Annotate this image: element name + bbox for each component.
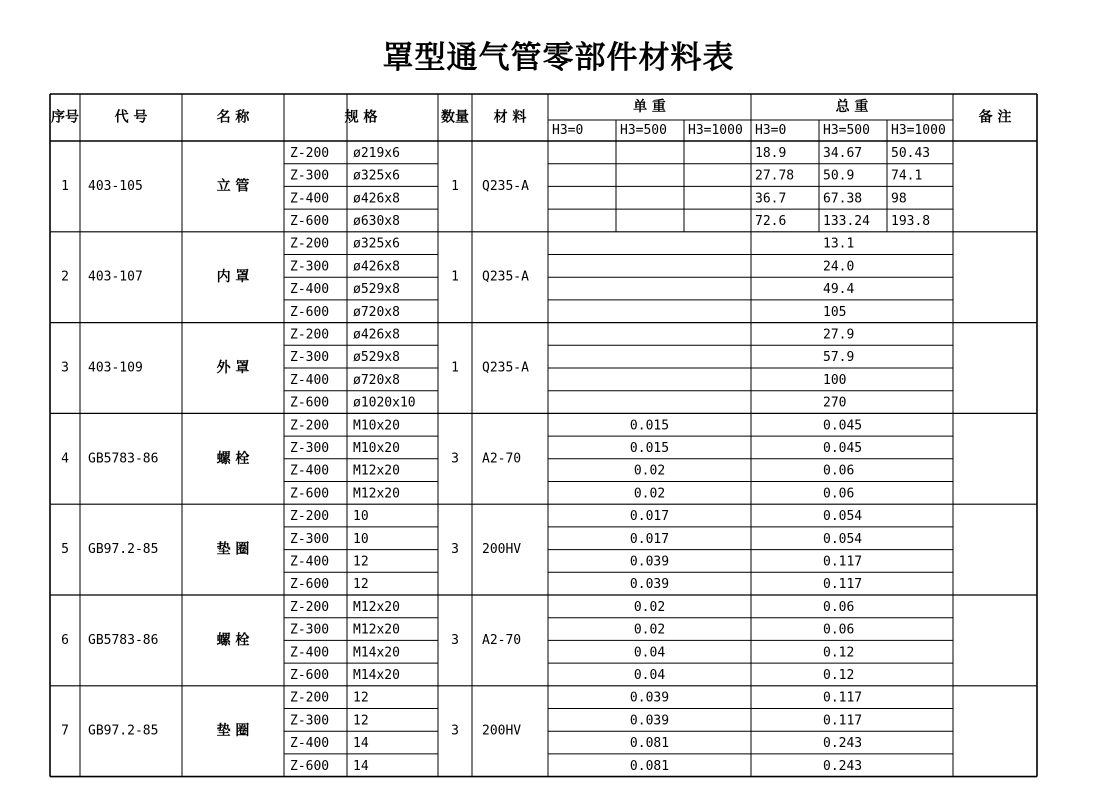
row-name: 垫 圈 (216, 723, 250, 740)
spec-model: Z-200 (290, 327, 330, 343)
spec-model: Z-200 (290, 690, 330, 706)
row-seq: 1 (61, 178, 69, 194)
unit-weight-value: 0.02 (633, 463, 666, 479)
header-h3-1000: H3=1000 (688, 123, 743, 138)
header-h3-1000: H3=1000 (891, 123, 946, 138)
spec-model: Z-600 (290, 213, 330, 229)
row-name: 螺 栓 (216, 632, 250, 649)
spec-model: Z-400 (290, 191, 330, 207)
total-weight-value: 0.045 (823, 440, 863, 456)
spec-size: 10 (353, 531, 369, 547)
row-material: A2-70 (482, 632, 522, 648)
spec-size: ø529x8 (353, 350, 400, 366)
spec-model: Z-300 (290, 622, 330, 638)
row-seq: 2 (61, 269, 69, 285)
total-weight-value: 0.117 (823, 554, 863, 570)
row-seq: 4 (61, 451, 69, 467)
spec-size: 12 (353, 713, 369, 729)
row-seq: 5 (61, 542, 69, 558)
spec-model: Z-300 (290, 440, 330, 456)
total-weight-value: 74.1 (891, 168, 923, 184)
unit-weight-value: 0.081 (629, 736, 670, 752)
spec-model: Z-600 (290, 758, 330, 774)
total-weight-value: 0.117 (823, 690, 863, 706)
spec-model: Z-600 (290, 304, 330, 320)
total-weight-value: 27.9 (823, 327, 855, 343)
header-spec: 规 格 (344, 109, 378, 126)
total-weight-value: 72.6 (755, 213, 787, 229)
spec-size: ø529x8 (353, 282, 400, 298)
spec-model: Z-600 (290, 577, 330, 593)
total-weight-value: 36.7 (755, 191, 787, 207)
row-code: 403-105 (88, 178, 143, 194)
spec-model: Z-200 (290, 599, 330, 615)
unit-weight-value: 0.02 (633, 599, 666, 615)
spec-size: ø426x8 (353, 191, 400, 207)
row-seq: 3 (61, 360, 69, 376)
header-code: 代 号 (114, 109, 148, 126)
spec-model: Z-300 (290, 531, 330, 547)
header-h3-500: H3=500 (620, 123, 667, 138)
row-material: Q235-A (482, 178, 529, 194)
header-unit-weight: 单 重 (633, 99, 666, 115)
row-qty: 1 (451, 269, 459, 285)
spec-size: M10x20 (353, 418, 400, 434)
spec-model: Z-400 (290, 282, 330, 298)
row-material: A2-70 (482, 451, 522, 467)
unit-weight-value: 0.039 (629, 690, 670, 706)
row-qty: 3 (451, 632, 459, 648)
row-name: 外 罩 (216, 360, 250, 376)
spec-model: Z-300 (290, 168, 330, 184)
spec-size: ø720x8 (353, 372, 400, 388)
total-weight-value: 50.9 (823, 168, 855, 184)
spec-model: Z-400 (290, 463, 330, 479)
spec-size: ø630x8 (353, 213, 400, 229)
total-weight-value: 49.4 (823, 282, 855, 298)
total-weight-value: 34.67 (823, 145, 863, 161)
spec-size: M14x20 (353, 667, 400, 683)
spec-size: 10 (353, 509, 369, 525)
header-remark: 备 注 (978, 109, 1012, 126)
total-weight-value: 0.06 (823, 486, 855, 502)
spec-model: Z-300 (290, 259, 330, 275)
total-weight-value: 24.0 (823, 259, 855, 275)
total-weight-value: 67.38 (823, 191, 863, 207)
row-code: GB5783-86 (88, 632, 159, 648)
header-h3-0: H3=0 (755, 123, 787, 138)
row-name: 垫 圈 (216, 541, 250, 558)
row-code: GB97.2-85 (88, 723, 159, 739)
row-qty: 1 (451, 178, 459, 194)
unit-weight-value: 0.015 (629, 418, 670, 434)
spec-size: M12x20 (353, 622, 400, 638)
total-weight-value: 0.117 (823, 713, 863, 729)
row-name: 立 管 (216, 178, 250, 195)
total-weight-value: 0.06 (823, 463, 855, 479)
row-name: 螺 栓 (216, 450, 250, 467)
spec-model: Z-400 (290, 736, 330, 752)
row-material: 200HV (482, 723, 522, 739)
spec-size: ø720x8 (353, 304, 400, 320)
spec-size: ø426x8 (353, 259, 400, 275)
page-title: 罩型通气管零部件材料表 (382, 40, 735, 76)
total-weight-value: 98 (891, 191, 907, 207)
spec-model: Z-200 (290, 509, 330, 525)
spec-size: M12x20 (353, 599, 400, 615)
total-weight-value: 57.9 (823, 350, 855, 366)
spec-model: Z-300 (290, 713, 330, 729)
spec-model: Z-400 (290, 645, 330, 661)
unit-weight-value: 0.017 (629, 531, 670, 547)
spec-size: 12 (353, 554, 369, 570)
spec-size: 12 (353, 577, 369, 593)
total-weight-value: 193.8 (891, 213, 931, 229)
unit-weight-value: 0.039 (629, 554, 670, 570)
spec-model: Z-400 (290, 372, 330, 388)
total-weight-value: 0.06 (823, 622, 855, 638)
spec-model: Z-200 (290, 236, 330, 252)
spec-size: 14 (353, 736, 369, 752)
spec-model: Z-600 (290, 395, 330, 411)
total-weight-value: 105 (823, 304, 847, 320)
row-qty: 1 (451, 360, 459, 376)
row-material: Q235-A (482, 360, 529, 376)
spec-size: M14x20 (353, 645, 400, 661)
unit-weight-value: 0.017 (629, 509, 670, 525)
header-h3-500: H3=500 (823, 123, 870, 138)
total-weight-value: 27.78 (755, 168, 795, 184)
unit-weight-value: 0.02 (633, 486, 666, 502)
total-weight-value: 50.43 (891, 145, 931, 161)
row-qty: 3 (451, 451, 459, 467)
row-seq: 7 (61, 723, 69, 739)
spec-model: Z-600 (290, 667, 330, 683)
total-weight-value: 0.06 (823, 599, 855, 615)
spec-size: 14 (353, 758, 369, 774)
row-code: GB97.2-85 (88, 542, 159, 558)
header-qty: 数量 (441, 109, 469, 126)
total-weight-value: 13.1 (823, 236, 855, 252)
spec-model: Z-600 (290, 486, 330, 502)
spec-size: ø219x6 (353, 145, 400, 161)
header-seq: 序号 (51, 109, 79, 126)
total-weight-value: 0.243 (823, 736, 863, 752)
header-name: 名 称 (216, 109, 250, 126)
total-weight-value: 0.045 (823, 418, 863, 434)
total-weight-value: 0.054 (823, 509, 863, 525)
spec-model: Z-200 (290, 145, 330, 161)
spec-size: 12 (353, 690, 369, 706)
row-qty: 3 (451, 542, 459, 558)
spec-size: M10x20 (353, 440, 400, 456)
spec-model: Z-400 (290, 554, 330, 570)
row-code: 403-109 (88, 360, 143, 376)
row-material: 200HV (482, 542, 522, 558)
spec-size: ø426x8 (353, 327, 400, 343)
unit-weight-value: 0.04 (633, 645, 666, 661)
total-weight-value: 0.117 (823, 577, 863, 593)
header-material: 材 料 (493, 109, 527, 126)
unit-weight-value: 0.015 (629, 440, 670, 456)
total-weight-value: 0.243 (823, 758, 863, 774)
unit-weight-value: 0.039 (629, 577, 670, 593)
row-name: 内 罩 (216, 269, 250, 286)
row-seq: 6 (61, 632, 69, 648)
row-qty: 3 (451, 723, 459, 739)
total-weight-value: 0.054 (823, 531, 863, 547)
total-weight-value: 18.9 (755, 145, 787, 161)
total-weight-value: 100 (823, 372, 847, 388)
spec-size: M12x20 (353, 463, 400, 479)
spec-size: M12x20 (353, 486, 400, 502)
spec-size: ø325x6 (353, 236, 400, 252)
table-grid (50, 94, 1037, 777)
total-weight-value: 270 (823, 395, 847, 411)
unit-weight-value: 0.02 (633, 622, 666, 638)
row-code: GB5783-86 (88, 451, 159, 467)
total-weight-value: 0.12 (823, 667, 855, 683)
spec-model: Z-200 (290, 418, 330, 434)
unit-weight-value: 0.039 (629, 713, 670, 729)
header-h3-0: H3=0 (552, 123, 584, 138)
row-material: Q235-A (482, 269, 529, 285)
spec-size: ø1020x10 (353, 395, 416, 411)
header-total-weight: 总 重 (835, 99, 869, 115)
unit-weight-value: 0.081 (629, 758, 670, 774)
total-weight-value: 0.12 (823, 645, 855, 661)
spec-model: Z-300 (290, 350, 330, 366)
unit-weight-value: 0.04 (633, 667, 666, 683)
total-weight-value: 133.24 (823, 213, 870, 229)
row-code: 403-107 (88, 269, 143, 285)
spec-size: ø325x6 (353, 168, 400, 184)
